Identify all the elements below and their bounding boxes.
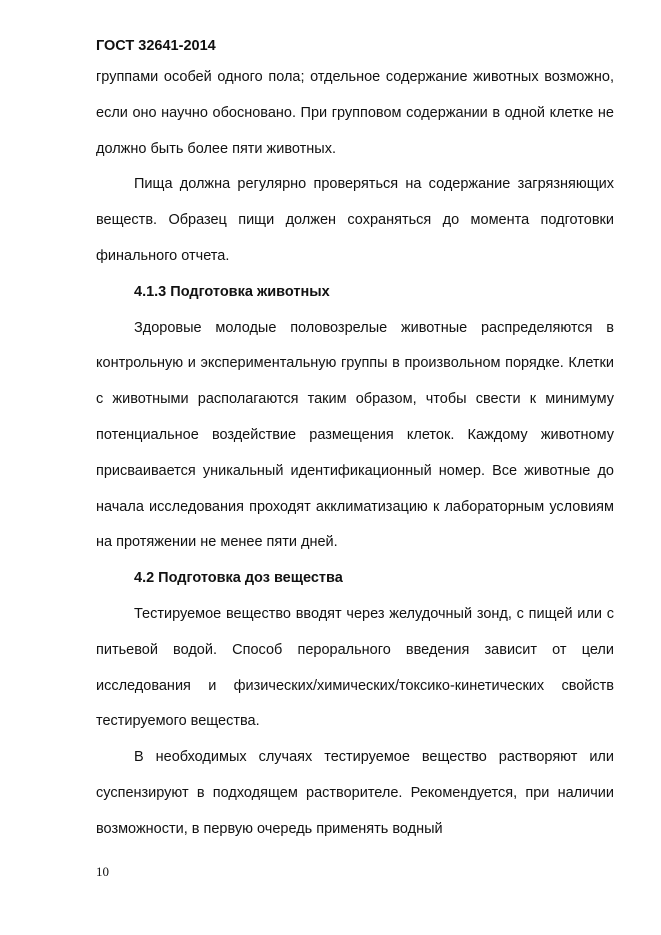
paragraph-4: Тестируемое вещество вводят через желудочный зонд, с пищей или с питьевой водой. Способ перорального введения зависит от цели исследования и физических/химических/токсико-кинетических свойств тестируемого вещества. bbox=[96, 605, 614, 730]
document-body bbox=[96, 60, 614, 848]
document-header-title: ГОСТ 32641-2014 bbox=[96, 38, 216, 54]
paragraph-3: Здоровые молодые половозрелые животные распределяются в контрольную и экспериментальную группы в произвольном порядке. Клетки с животными располагаются таким образом, чтобы свести к минимуму потенциальное воздействие размещения клеток. Каждому животному присваивается уникальный идентификационный номер. Все животные до начала исследования проходят акклиматизацию к лабораторным условиям на протяжении не менее пяти дней. bbox=[96, 319, 614, 551]
page-number: 10 bbox=[96, 864, 109, 879]
section-heading-4-1-3: 4.1.3 Подготовка животных bbox=[134, 283, 330, 300]
paragraph-5: В необходимых случаях тестируемое вещество растворяют или суспензируют в подходящем растворителе. Рекомендуется, при наличии возможности, в первую очередь применять водный bbox=[96, 749, 614, 837]
paragraph-1: группами особей одного пола; отдельное содержание животных возможно, если оно научно обосновано. При групповом содержании в одной клетке не должно быть более пяти животных. bbox=[96, 69, 614, 157]
section-heading-4-2: 4.2 Подготовка доз вещества bbox=[134, 570, 343, 587]
paragraph-2: Пища должна регулярно проверяться на содержание загрязняющих веществ. Образец пищи должен сохраняться до момента подготовки финального отчета. bbox=[96, 176, 614, 264]
